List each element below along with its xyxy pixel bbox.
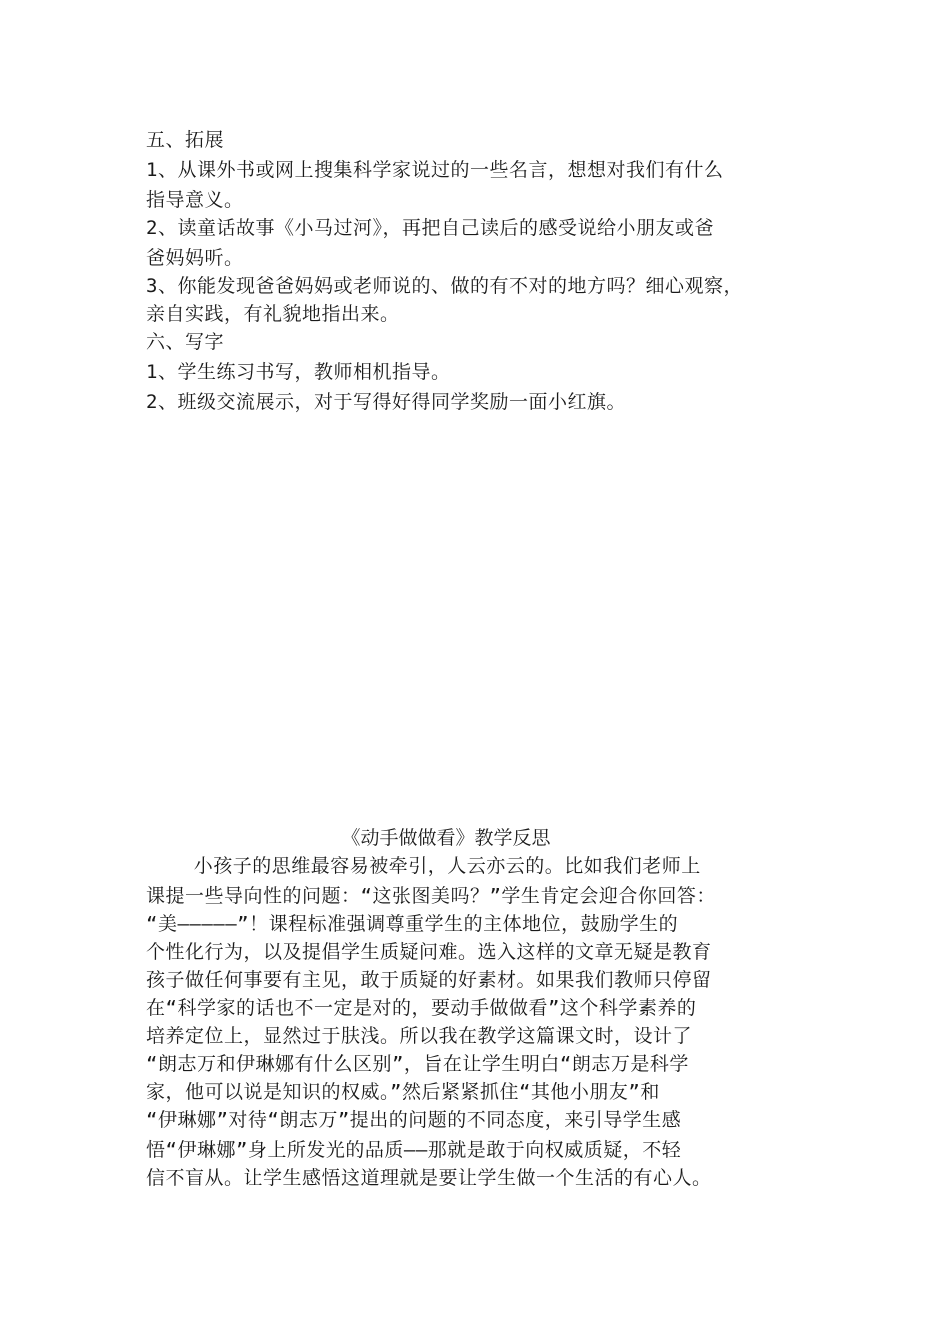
paragraph-line: 亲自实践，有礼貌地指出来。 bbox=[146, 303, 400, 325]
paragraph-line: 悟“伊琳娜”身上所发光的品质——那就是敢于向权威质疑，不轻 bbox=[146, 1139, 682, 1161]
paragraph-line: 个性化行为，以及提倡学生质疑问难。选入这样的文章无疑是教育 bbox=[146, 941, 712, 963]
paragraph-line: 1、从课外书或网上搜集科学家说过的一些名言，想想对我们有什么 bbox=[146, 159, 724, 181]
section-heading-expansion: 五、拓展 bbox=[146, 129, 225, 151]
section-heading-writing: 六、写字 bbox=[146, 331, 225, 353]
paragraph-line: 2、读童话故事《小马过河》，再把自己读后的感受说给小朋友或爸 bbox=[146, 217, 714, 239]
paragraph-line: 2、班级交流展示，对于写得好得同学奖励一面小红旗。 bbox=[146, 391, 626, 413]
paragraph-line: 培养定位上，显然过于肤浅。所以我在教学这篇课文时，设计了 bbox=[146, 1025, 693, 1047]
paragraph-line: “朗志万和伊琳娜有什么区别”，旨在让学生明白“朗志万是科学 bbox=[146, 1053, 689, 1075]
paragraph-line: 指导意义。 bbox=[146, 189, 244, 211]
reflection-title: 《动手做做看》教学反思 bbox=[341, 827, 551, 849]
paragraph-line: 信不盲从。让学生感悟这道理就是要让学生做一个生活的有心人。 bbox=[146, 1167, 712, 1189]
paragraph-line: 孩子做任何事要有主见，敢于质疑的好素材。如果我们教师只停留 bbox=[146, 969, 712, 991]
paragraph-line: 在“科学家的话也不一定是对的，要动手做做看”这个科学素养的 bbox=[146, 997, 697, 1019]
paragraph-line: 家，他可以说是知识的权威。”然后紧紧抓住“其他小朋友”和 bbox=[146, 1081, 660, 1103]
paragraph-line: 小孩子的思维最容易被牵引，人云亦云的。比如我们老师上 bbox=[146, 855, 701, 877]
paragraph-line: “伊琳娜”对待“朗志万”提出的问题的不同态度，来引导学生感 bbox=[146, 1109, 682, 1131]
paragraph-line: 3、你能发现爸爸妈妈或老师说的、做的有不对的地方吗？细心观察， bbox=[146, 275, 743, 297]
paragraph-line: 爸妈妈听。 bbox=[146, 247, 244, 269]
paragraph-line: “美—————”！课程标准强调尊重学生的主体地位，鼓励学生的 bbox=[146, 913, 679, 935]
paragraph-line: 1、学生练习书写，教师相机指导。 bbox=[146, 361, 451, 383]
paragraph-line: 课提一些导向性的问题：“这张图美吗？”学生肯定会迎合你回答： bbox=[146, 885, 716, 907]
